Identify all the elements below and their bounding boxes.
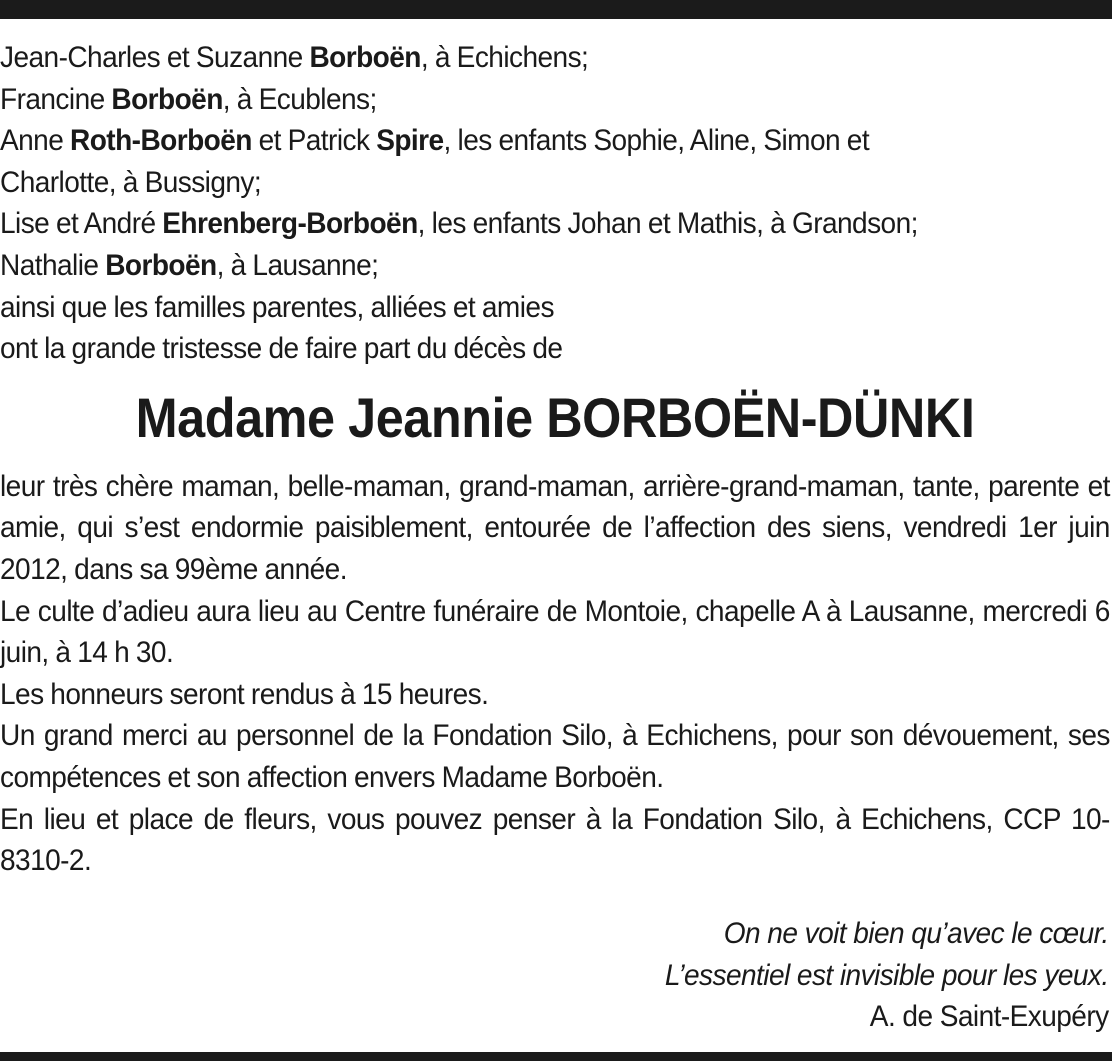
family-text: Jean-Charles et Suzanne <box>0 41 310 74</box>
family-text: Anne <box>0 124 71 158</box>
family-surname: Borboën <box>111 82 223 116</box>
notice-body <box>0 466 1110 882</box>
family-text: Charlotte, à Bussigny; <box>0 165 262 199</box>
family-line <box>0 79 1110 121</box>
family-surname: Ehrenberg-Borboën <box>162 207 418 241</box>
top-rule <box>0 0 1112 19</box>
deceased-name: Madame Jeannie BORBOËN-DÜNKI <box>135 385 975 449</box>
family-line <box>0 120 1110 162</box>
bottom-rule <box>0 1052 1112 1061</box>
body-paragraph: Les honneurs seront rendus à 15 heures. <box>0 677 489 711</box>
family-surname: Roth-Borboën <box>70 124 252 158</box>
family-line <box>0 328 1110 370</box>
quote-author: A. de Saint-Exupéry <box>870 1000 1109 1034</box>
family-surname: Borboën <box>105 248 217 282</box>
family-line <box>0 37 1110 79</box>
family-text: ont la grande tristesse de faire part du décès de <box>0 332 563 366</box>
family-line <box>0 287 1110 329</box>
family-text: Nathalie <box>0 248 106 282</box>
quote-line-2: L’essentiel est invisible pour les yeux. <box>665 958 1109 992</box>
family-list <box>0 37 1110 370</box>
family-text: ainsi que les familles parentes, alliées et amies <box>0 290 554 324</box>
family-line <box>0 203 1110 245</box>
family-text: Francine <box>0 82 112 116</box>
family-line <box>0 245 1110 287</box>
body-paragraph: En lieu et place de fleurs, vous pouvez penser à la Fondation Silo, à Echichens, CCP 10-8310-2. <box>0 802 1110 878</box>
family-line <box>0 162 1110 204</box>
family-text: , les enfants Johan et Mathis, à Grandson; <box>417 207 918 241</box>
quote-line-1: On ne voit bien qu’avec le cœur. <box>724 917 1109 950</box>
closing-quote <box>665 913 1109 1038</box>
body-paragraph: Un grand merci au personnel de la Fondation Silo, à Echichens, pour son dévouement, ses compétences et son affection envers Madame Borboën. <box>0 719 1110 794</box>
family-text: , les enfants Sophie, Aline, Simon et <box>443 124 870 158</box>
family-text: Lise et André <box>0 207 163 241</box>
body-paragraph: Le culte d’adieu aura lieu au Centre funéraire de Montoie, chapelle A à Lausanne, mercredi 6 juin, à 14 h 30. <box>0 594 1110 670</box>
family-text: et Patrick <box>251 124 377 158</box>
family-text: , à Lausanne; <box>216 248 379 282</box>
family-text: , à Echichens; <box>420 41 589 74</box>
family-surname: Borboën <box>309 41 421 74</box>
body-paragraph: leur très chère maman, belle-maman, grand-maman, arrière-grand-maman, tante, parente et amie, qui s’est endormie paisiblement, entourée de l’affection des siens, vendredi 1er juin 2012, dans sa 99ème année. <box>0 469 1110 586</box>
family-surname: Spire <box>376 124 444 158</box>
family-text: , à Ecublens; <box>222 82 377 116</box>
obituary-notice <box>0 37 1110 882</box>
